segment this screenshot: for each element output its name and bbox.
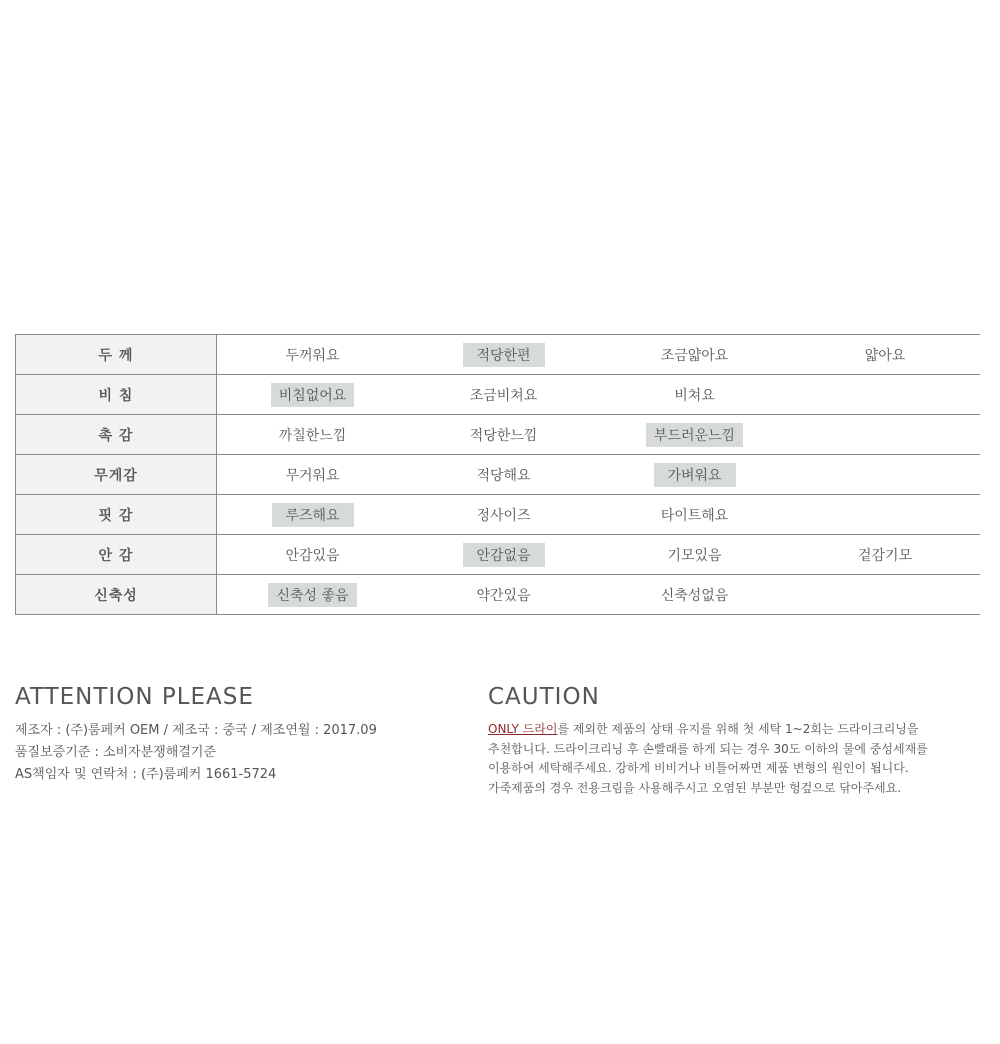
spec-option-cell — [217, 335, 409, 375]
attention-section — [15, 684, 455, 786]
caution-line-2: 추천합니다. 드라이크리닝 후 손빨래를 하게 되는 경우 30도 이하의 물에 중성세재를 — [488, 741, 928, 756]
spec-option-selected: 신축성 좋음 — [268, 583, 356, 607]
spec-row — [16, 375, 981, 415]
spec-row-label: 신축성 — [16, 575, 217, 615]
caution-title: CAUTION — [488, 684, 600, 710]
spec-option-cell — [408, 495, 599, 535]
spec-option-cell — [408, 455, 599, 495]
spec-option-cell — [790, 495, 980, 535]
spec-option-cell — [217, 575, 409, 615]
spec-option-cell — [217, 415, 409, 455]
spec-option-cell — [599, 495, 790, 535]
spec-option-cell — [599, 415, 790, 455]
spec-option-cell — [599, 575, 790, 615]
caution-line-1 — [488, 720, 968, 740]
spec-row-label: 두 께 — [16, 335, 217, 375]
spec-option: 신축성없음 — [660, 587, 729, 604]
spec-option-selected: 적당한편 — [463, 343, 545, 367]
spec-row — [16, 575, 981, 615]
spec-option-cell — [217, 375, 409, 415]
spec-row — [16, 335, 981, 375]
caution-line-4: 가죽제품의 경우 전용크림을 사용해주시고 오염된 부분만 헝겊으로 닦아주세요. — [488, 780, 902, 795]
spec-option-selected: 부드러운느낌 — [646, 423, 743, 447]
spec-option-cell — [408, 575, 599, 615]
spec-option-cell — [599, 335, 790, 375]
spec-row — [16, 495, 981, 535]
only-dry-notice: ONLY 드라이 — [488, 722, 558, 736]
spec-option: 약간있음 — [476, 587, 531, 604]
spec-option: 두꺼워요 — [285, 347, 340, 364]
spec-option: 기모있음 — [667, 547, 722, 564]
caution-line-1-text: 를 제외한 제품의 상태 유지를 위해 첫 세탁 1~2회는 드라이크리닝을 — [557, 722, 919, 736]
caution-line-3: 이용하여 세탁해주세요. 강하게 비비거나 비틀어짜면 제품 변형의 원인이 됩니다. — [488, 761, 909, 775]
spec-row — [16, 535, 981, 575]
quality-standard-info: 품질보증기준 : 소비자분쟁해결기준 — [15, 745, 217, 760]
spec-option: 타이트해요 — [660, 507, 729, 524]
spec-row-label: 안 감 — [16, 535, 217, 575]
spec-option-cell — [217, 455, 409, 495]
spec-option-selected: 안감없음 — [463, 543, 545, 567]
spec-option-cell — [599, 535, 790, 575]
manufacturer-info: 제조자 : (주)룸페커 OEM / 제조국 : 중국 / 제조연월 : 2017.09 — [15, 723, 377, 738]
spec-option: 조금얇아요 — [660, 347, 729, 364]
spec-option: 비쳐요 — [674, 387, 715, 404]
spec-option — [877, 515, 893, 519]
spec-row — [16, 415, 981, 455]
spec-option — [877, 595, 893, 599]
spec-option-cell — [790, 575, 980, 615]
spec-option — [877, 475, 893, 479]
fabric-spec-table — [15, 334, 980, 615]
spec-option-selected: 가벼워요 — [654, 463, 736, 487]
spec-option-cell — [217, 535, 409, 575]
spec-row-label: 핏 감 — [16, 495, 217, 535]
spec-option-cell — [408, 415, 599, 455]
spec-option-cell — [599, 455, 790, 495]
spec-option: 얇아요 — [864, 347, 906, 364]
spec-option: 정사이즈 — [476, 507, 531, 524]
spec-row — [16, 455, 981, 495]
spec-option-selected: 루즈해요 — [272, 503, 354, 527]
spec-row-label: 무게감 — [16, 455, 217, 495]
spec-row-label: 촉 감 — [16, 415, 217, 455]
spec-option: 조금비쳐요 — [469, 387, 538, 404]
as-contact-info: AS책임자 및 연락처 : (주)룸페커 1661-5724 — [15, 767, 277, 782]
spec-option-cell — [408, 535, 599, 575]
caution-text — [488, 720, 968, 798]
spec-option — [877, 395, 893, 399]
spec-option — [877, 435, 893, 439]
attention-title: ATTENTION PLEASE — [15, 684, 254, 710]
spec-option: 적당한느낌 — [469, 427, 538, 444]
spec-option: 까칠한느낌 — [278, 427, 347, 444]
caution-section — [488, 684, 968, 798]
spec-option-cell — [790, 335, 980, 375]
spec-option-cell — [790, 535, 980, 575]
spec-option-cell — [790, 415, 980, 455]
spec-option-cell — [599, 375, 790, 415]
spec-row-label: 비 침 — [16, 375, 217, 415]
spec-option-cell — [408, 335, 599, 375]
spec-option-cell — [217, 495, 409, 535]
fabric-spec-table-body — [16, 335, 981, 615]
spec-option: 무거워요 — [285, 467, 340, 484]
spec-option: 적당해요 — [476, 467, 531, 484]
spec-option-cell — [790, 455, 980, 495]
spec-option-cell — [790, 375, 980, 415]
spec-option: 안감있음 — [285, 547, 340, 564]
spec-option: 겉감기모 — [857, 547, 913, 564]
spec-option-selected: 비침없어요 — [271, 383, 355, 407]
spec-option-cell — [408, 375, 599, 415]
